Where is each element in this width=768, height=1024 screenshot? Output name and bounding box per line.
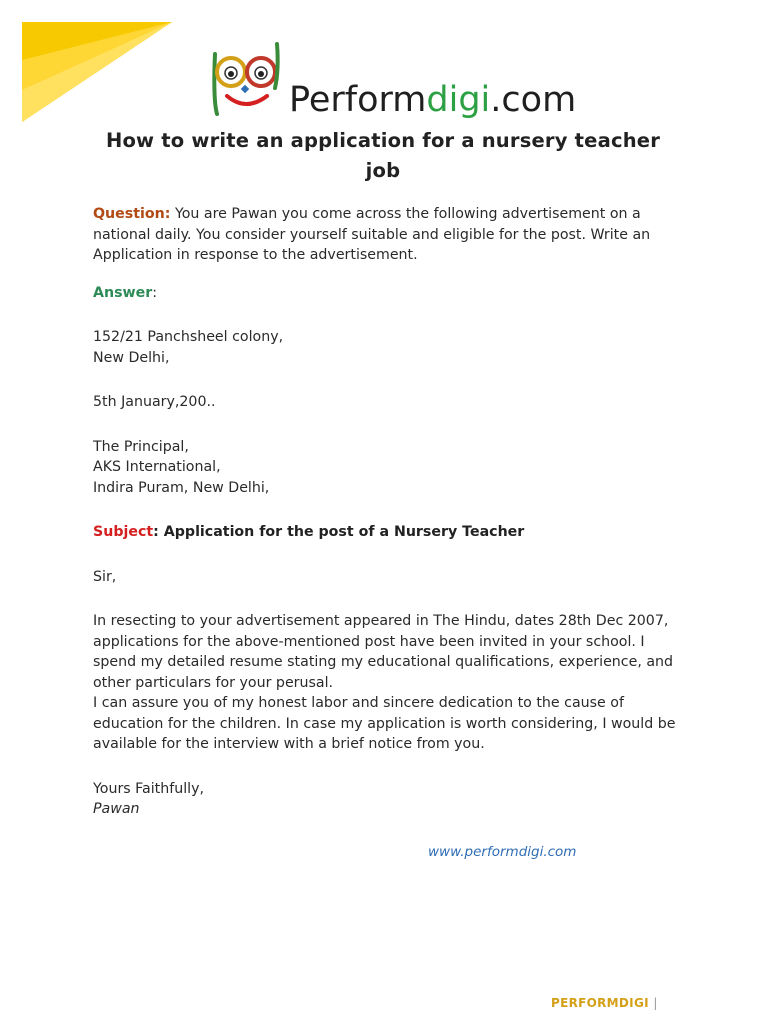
letter-date: 5th January,200..: [93, 394, 216, 410]
salutation: Sir,: [93, 568, 117, 585]
sender-address-line: New Delhi,: [93, 349, 170, 366]
recipient-line: AKS International,: [93, 459, 221, 475]
brand-name: Performdigi.com: [289, 80, 577, 120]
signature: Pawan: [93, 801, 140, 817]
body-paragraph: In resecting to your advertisement appeared in The Hindu, dates 28th Dec 2007, applications for the above-mentioned post have been invited in your school. I spend my detailed resume stating my educational qualifications, experience, and other particulars for your perusal.: [93, 613, 674, 691]
recipient-line: Indira Puram, New Delhi,: [93, 479, 270, 496]
question-paragraph: Question: You are Pawan you come across the following advertisement on a national daily. You consider yourself suitable and eligible for the post. Write an Application in response to the advertisement.: [93, 206, 651, 263]
answer-heading: Answer:: [93, 284, 158, 301]
subject-text: Application for the post of a Nursery Teacher: [163, 524, 525, 540]
sender-address-line: 152/21 Panchsheel colony,: [93, 329, 284, 345]
brand-logo: [205, 40, 625, 130]
body-paragraph: I can assure you of my honest labor and sincere dedication to the cause of education for the children. In case my application is worth considering, I would be available for the interview with a brief notice from you.: [93, 695, 676, 752]
corner-decoration: [0, 0, 240, 140]
recipient-line: The Principal,: [93, 438, 189, 455]
question-text: You are Pawan you come across the following advertisement on a national daily. You consider yourself suitable and eligible for the post. Write an Application in response to the advertisement.: [93, 206, 651, 263]
question-label: Question: [93, 206, 165, 222]
subject-label: Subject: [93, 524, 154, 540]
subject-line: Subject: Application for the post of a Nursery Teacher: [93, 524, 525, 540]
document-body: [93, 204, 683, 820]
page-footer: PERFORMDIGI |: [551, 996, 658, 1010]
website-link[interactable]: www.performdigi.com: [428, 844, 577, 860]
pd-logo-icon: [205, 40, 290, 120]
closing: Yours Faithfully,: [93, 780, 205, 797]
page-title: How to write an application for a nursery teacher job: [105, 129, 661, 182]
